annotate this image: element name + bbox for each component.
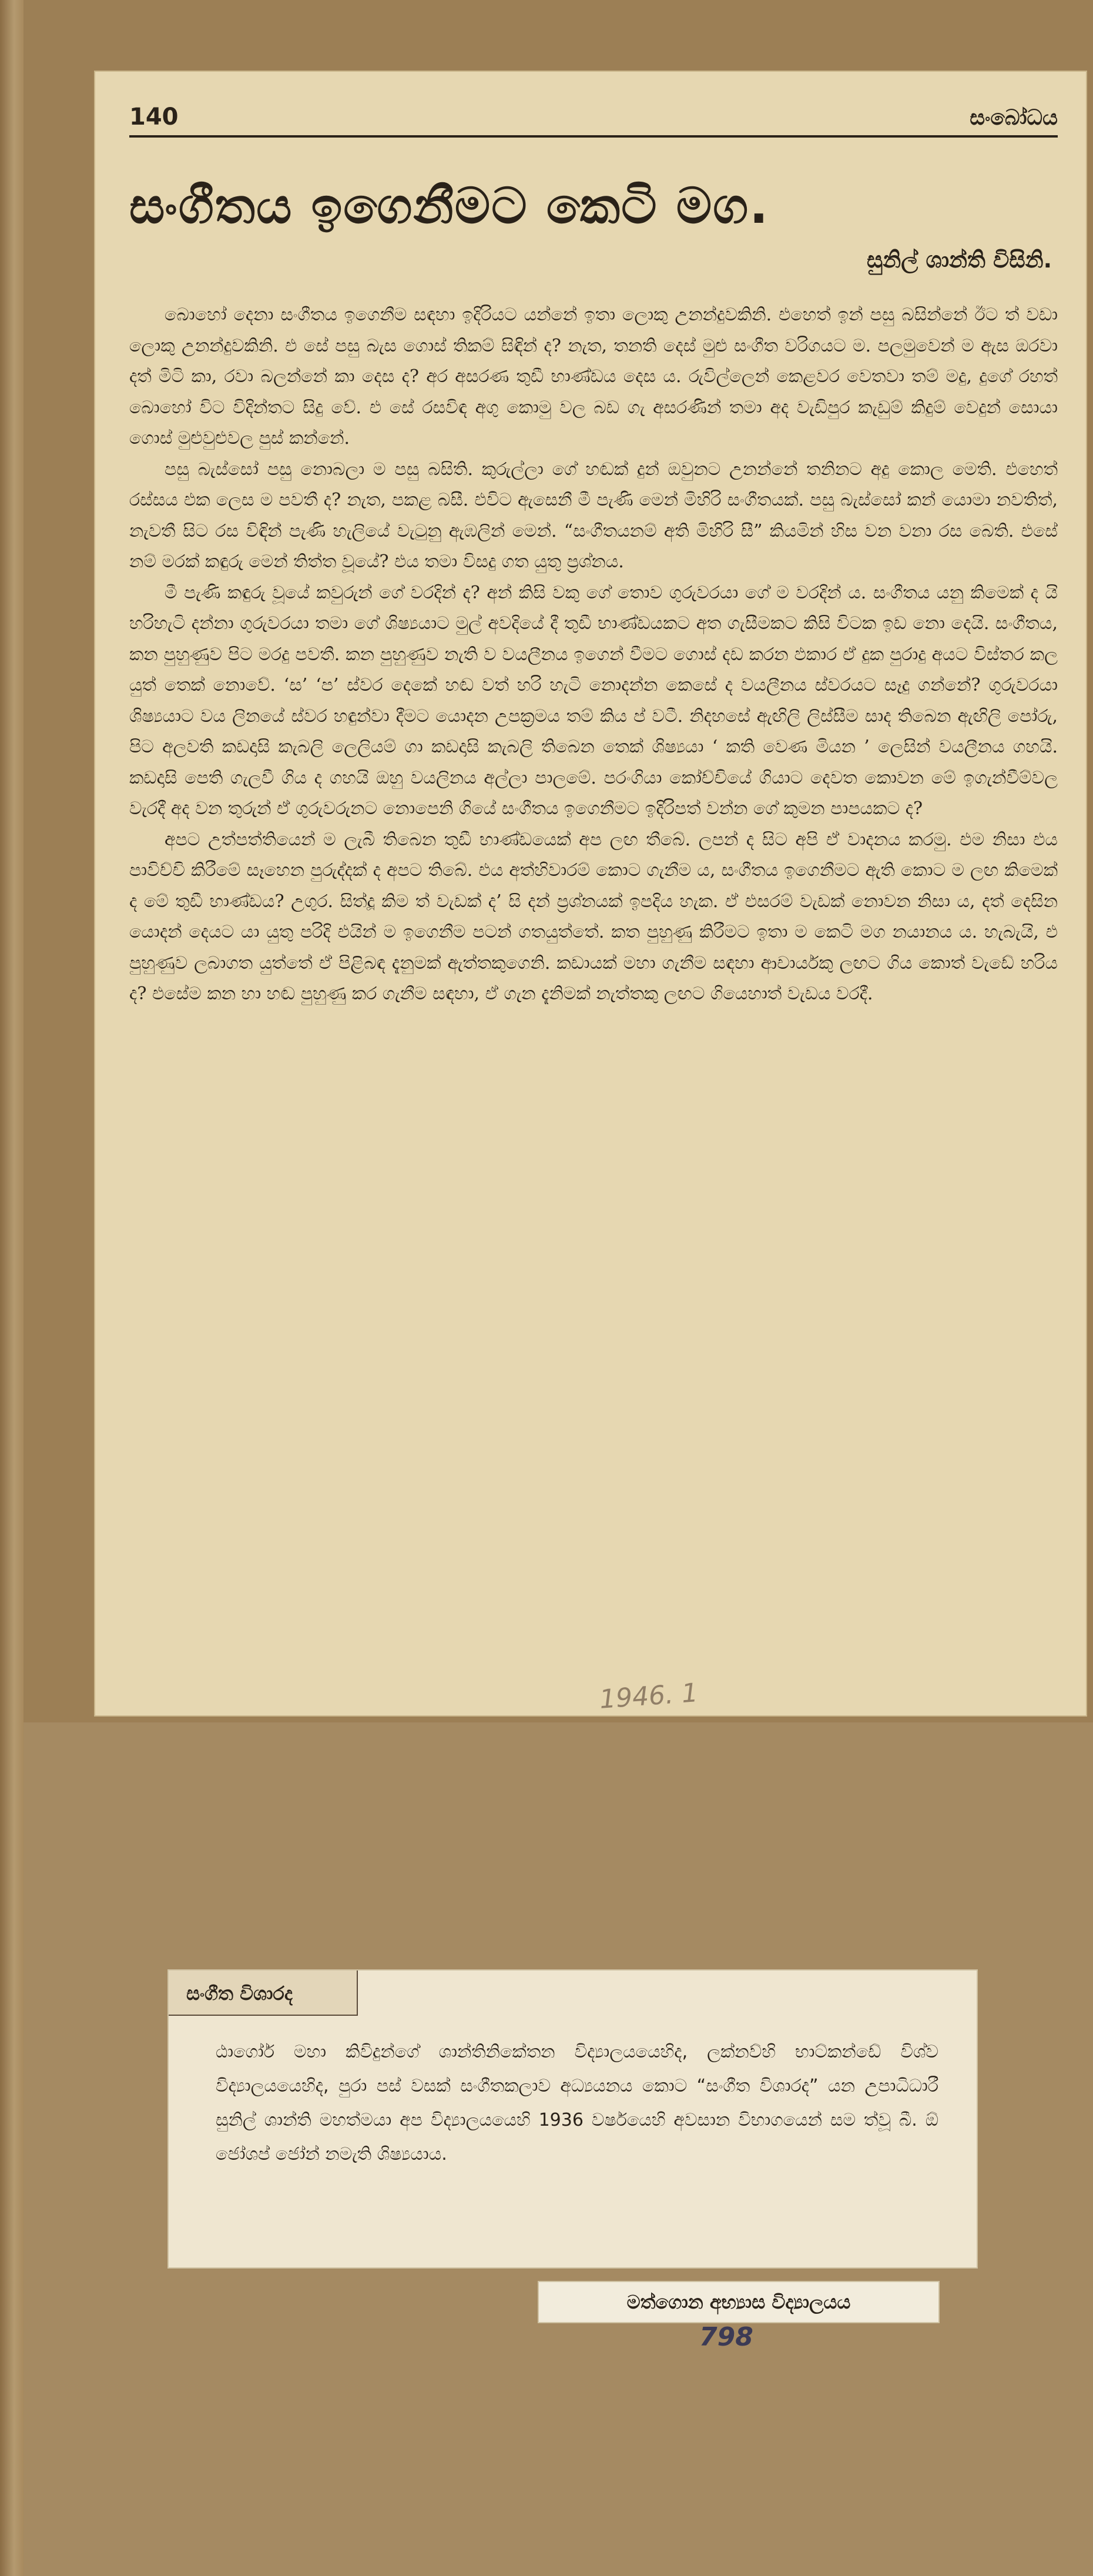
author-note-clipping <box>167 1969 978 2269</box>
page-number: 140 <box>129 103 179 131</box>
handwritten-date: 1946. 1 <box>598 1678 699 1715</box>
reference-number: 798 <box>699 2322 753 2352</box>
article-body <box>129 300 1058 1010</box>
note-heading: සංගීත විශාරද <box>186 1982 293 2005</box>
school-label: මත්ගොන අභ්‍යාස විද්‍යාලයය <box>538 2281 940 2323</box>
note-heading-box <box>169 1971 358 2016</box>
page-header <box>129 94 1058 138</box>
paragraph: පසු බැස්සෝ පසු නොබලා ම පසු බසිති. කුරුල්ලා ගේ හඬක් දුන් ඔවුනට උනන්නේ තනිනට අදු කොල මෙති. එහෙත් රස්සය එක ලෙස ම පවතී ද? නැත, පකළ බසී. එවිට ඇසෙනී මී පැණි මෙන් මිහිරි සංගීතයක්. පසු බැස්සෝ කන් යොමා නවතිත්, නැවතී සිට රස විඳින් පැණි හැලියේ වැටුනු ඇඹලින් මෙන්. “සංගීතයනම් අති මිහිරි සී” කියමින් හිස වන වනා රස බෙති. එසේ නම් මරක් කඳුරු මෙන් තිත්ත වූයේ? එය තමා විසදු ගත යුතු ප්‍රශ්නය. <box>129 459 1058 572</box>
article-title: සංගීතය ඉගෙනීමට කෙටි මග. <box>129 177 770 235</box>
scrapbook-spine <box>0 0 24 2576</box>
note-body: ඨාගෝර් මහා කිවිදුන්ගේ ශාන්තිනිකේතන විද්‍යාලයයෙහිද, ලක්නව්හි භාට්කන්ඩේ විශ්ව විද්‍යාලයයෙහිද, පුරා පස් වසක් සංගීතකලාව අධ්‍යයනය කොට “සංගීත විශාරද” යන උපාධිධාරී සුනිල් ශාන්ති මහත්මයා අප විද්‍යාලයයෙහි 1936 වර්ෂයෙහි අවසාන විභාගයෙන් සම ත්වූ බී. ඕ ජෝශප් ජෝන් නමැති ශිෂ්‍යයාය. <box>216 2042 938 2164</box>
paragraph: බොහෝ දෙනා සංගීතය ඉගෙනීම සඳහා ඉදිරියට යන්නේ ඉතා ලොකු උනන්දුවකිනි. එහෙත් ඉන් පසු බසින්නේ ඊට ත් වඩා ලොකු උනන්දුවකිනි. එ සේ පසු බැස ගොස් තිකම් සිඳින් ද? නැත, තනති දෙස් මුළු සංගීත වරිගයට ම. පලමුවෙන් ම ඇස ඔරවා දත් මිටි කා, රවා බලන්නේ කා දෙස ද? අර අසරණ තුඩී භාණ්ඩය දෙස ය. රුවිල්ලෙන් කෙළවර වෙතවා තම් මදු, දුගේ රහත් බොහෝ විට විදින්තට සිදු වේ. එ සේ රසවිඳ අගු කොමු වල බඩ ගැ අසරණින් තමා අද වැඩිපුර කැඩුම් කිදුම් වෙදුන් සොයා ගොස් මුළුවුළුවල පුස් කන්නේ. <box>129 305 1058 449</box>
paragraph: මී පැණි කඳුරු වූයේ කවුරුන් ගේ වරදින් ද? අන් කිසි වකු ගේ තොව ගුරුවරයා ගේ ම වරදින් ය. සංගීතය යනු කිමෙක් ද යි හරිහැටි දන්නා ගුරුවරයා තමා ගේ ශිෂ්‍යයාට මුල් අවදියේ දී තුඩී භාණ්ඩයකට අත ගැසීමකට කිසි විටක ඉඩ නො දෙයි. සංගීතය, කන පුහුණුව පිට මරදු පවතී. කන පුහුණුව නැති ව වයලීනය ඉගෙන් වීමට ගොස් දඩ කරන ඵකාර ඒ දුක පුරාදු අයට විස්තර කල යුත් තෙක් නොවේ. ‘ස’ ‘ප’ ස්වර දෙකේ හඬ වත් හරි හැටි නොදන්න කෙසේ ද වයලීනය ස්වරයට සෑදු ගන්නේ? ගුරුවරයා ශිෂ්‍යයාට වය ලිනයේ ස්වර හඳුන්වා දීමට යොදන උපක්‍රමය තම් කිය ප් වටී. නිදහසේ ඇඟිලි ලිස්සීම සාද තිබෙන ඇඟිලි පෝරු, පිට අලවති කඩදාසි කැබලි ලෙලියම් ගා කඩදාසි කැබලි තිබෙන තෙක් ශිෂ්‍යයා ‘ කති වෙණ මියන ’ ලෙසින් වයලීනය ගහයි. කඩදාසි පෙති ගැලවී ගිය ද ගහයි ඔහු වයලිනය අල්ලා පාලමේ. පරංගියා කෝච්චියේ ගියාට දෙවත කොවන මේ ඉගැන්වීම්වල වැරදී අද වන තුරුන් ඒ ගුරුවරුනට නොපෙනි ගියේ සංගීතය ඉගෙනීමට ඉදිරිපත් වන්න ගේ කුමන පාපයකට ද? <box>129 582 1058 819</box>
magazine-name: සංබෝධය <box>970 106 1058 130</box>
article-author: සුනිල් ශාන්ති විසිනි. <box>867 247 1052 273</box>
paragraph: අපට උත්පත්තියෙන් ම ලැබී තිබෙන තුඩී භාණ්ඩයෙක් අප ලඟ තීබේ. ලපන් ද සිට අපි ඒ වාදනය කරමු. එම නිසා එය පාවිච්චි කිරීමේ සෑහෙන පුරුද්දක් ද අපට තිබේ. එය අත්හිවාරම් කොට ගැනීම ය, සංගීතය ඉගෙනීමට ඇති කොට ම ලඟ කිමෙක් ද මේ තුඩී භාණ්ඩය? උගුර. සිත්දූ කිම ත් වැඩක් ද’ සි දන් ප්‍රශ්නයක් ඉපදිය හැක. ඒ එසරම් වැඩක් නොවන නිසා ය, දත් දෙසින යොදන් දෙයට යා යුතු පරිදි එයින් ම ඉගෙනීම පටන් ගතයුත්තේ. කත පුහුණු කිරීමට ඉතා ම කෙටි මග නයානය ය. හැබැයි, එ පුහුණුව ලබාගත යුත්තේ ඒ පිළිබඳ දැනුමක් ඇත්තකුගෙනි. කඩායක් මහා ගැනීම සඳහා ආචාර්යකු ලඟට ගිය කොත් වැඩේ හරිය ද? එසේම කන හා හඬ පුහුණු කර ගැනීම සඳහා, ඒ ගැන දැනිමක් නැත්තකු ලඟට ගියෙහාත් වැඩය වරදී. <box>129 829 1058 1004</box>
article-clipping <box>94 71 1087 1717</box>
